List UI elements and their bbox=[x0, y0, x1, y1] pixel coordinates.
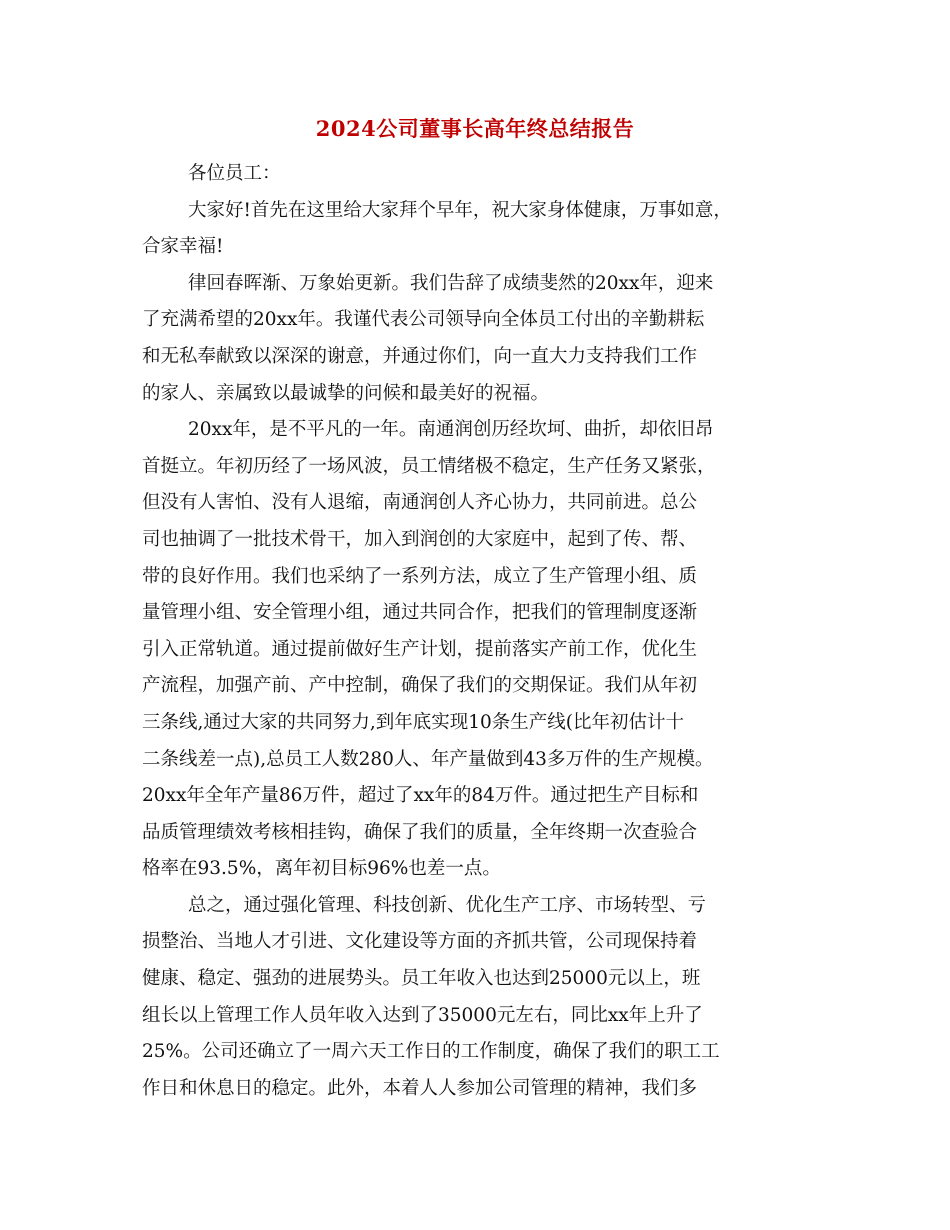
text-line: 健康、稳定、强劲的进展势头。员工年收入也达到25000元以上，班 bbox=[142, 968, 701, 990]
text-line: 和无私奉献致以深深的谢意，并通过你们，向一直大力支持我们工作 bbox=[142, 345, 698, 367]
text-line: 首挺立。年初历经了一场风波，员工情绪极不稳定，生产任务又紧张， bbox=[142, 455, 716, 477]
text-line: 品质管理绩效考核相挂钩，确保了我们的质量，全年终期一次查验合 bbox=[142, 821, 698, 843]
text-line: 25%。公司还确立了一周六天工作日的工作制度，确保了我们的职工工 bbox=[142, 1041, 720, 1063]
text-line: 但没有人害怕、没有人退缩，南通润创人齐心协力，共同前进。总公 bbox=[142, 492, 698, 514]
text-line: 大家好!首先在这里给大家拜个早年，祝大家身体健康，万事如意， bbox=[188, 199, 732, 221]
text-line: 合家幸福! bbox=[142, 236, 224, 258]
text-line: 的家人、亲属致以最诚挚的问候和最美好的祝福。 bbox=[142, 382, 550, 404]
text-line: 了充满希望的20xx年。我谨代表公司领导向全体员工付出的辛勤耕耘 bbox=[142, 309, 705, 331]
document-title: 2024公司董事长高年终总结报告 bbox=[315, 116, 635, 141]
text-line: 三条线,通过大家的共同努力,到年底实现10条生产线(比年初估计十 bbox=[142, 711, 685, 733]
text-line: 20xx年全年产量86万件，超过了xx年的84万件。通过把生产目标和 bbox=[142, 785, 699, 807]
text-line: 20xx年，是不平凡的一年。南通润创历经坎坷、曲折，却依旧昂 bbox=[188, 419, 714, 441]
text-line: 引入正常轨道。通过提前做好生产计划，提前落实产前工作，优化生 bbox=[142, 638, 698, 660]
text-line: 司也抽调了一批技术骨干，加入到润创的大家庭中，起到了传、帮、 bbox=[142, 528, 698, 550]
text-line: 律回春晖渐、万象始更新。我们告辞了成绩斐然的20xx年，迎来 bbox=[188, 272, 714, 294]
text-line: 损整治、当地人才引进、文化建设等方面的齐抓共管，公司现保持着 bbox=[142, 931, 698, 953]
text-line: 各位员工： bbox=[188, 163, 281, 184]
text-line: 格率在93.5%，离年初目标96%也差一点。 bbox=[142, 858, 501, 880]
text-line: 作日和休息日的稳定。此外，本着人人参加公司管理的精神，我们多 bbox=[142, 1077, 698, 1099]
text-line: 总之，通过强化管理、科技创新、优化生产工序、市场转型、亏 bbox=[188, 894, 707, 916]
text-line: 组长以上管理工作人员年收入达到了35000元左右，同比xx年上升了 bbox=[142, 1004, 703, 1026]
document-body bbox=[142, 156, 812, 1107]
text-line: 量管理小组、安全管理小组，通过共同合作，把我们的管理制度逐渐 bbox=[142, 602, 698, 624]
text-line: 带的良好作用。我们也采纳了一系列方法，成立了生产管理小组、质 bbox=[142, 565, 698, 587]
text-line: 产流程，加强产前、产中控制，确保了我们的交期保证。我们从年初 bbox=[142, 675, 698, 697]
text-line: 二条线差一点),总员工人数280人、年产量做到43多万件的生产规模。 bbox=[142, 748, 714, 770]
